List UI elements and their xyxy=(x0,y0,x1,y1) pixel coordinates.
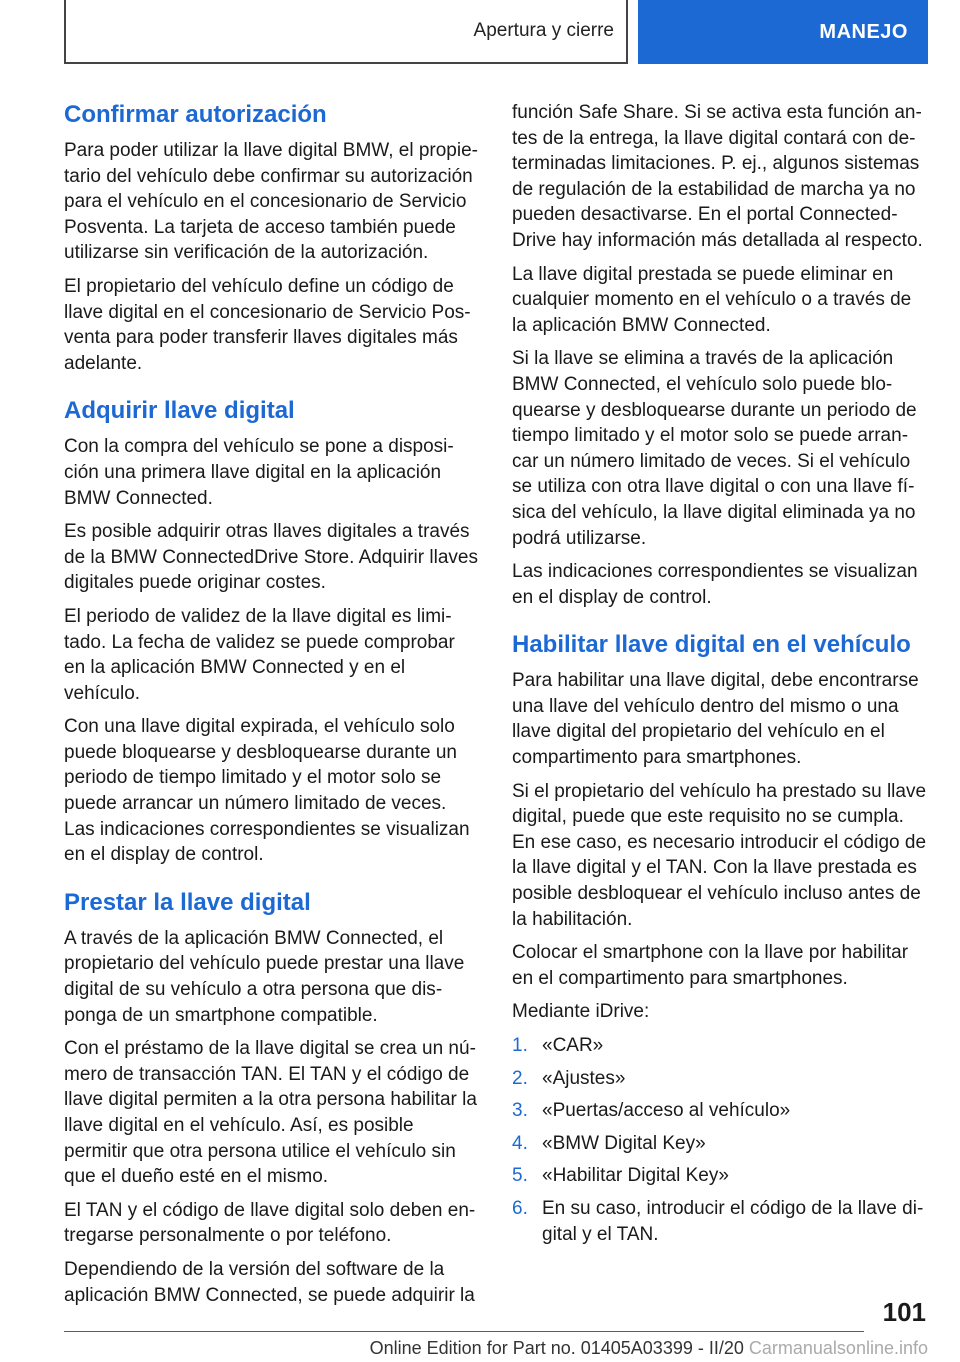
page-number: 101 xyxy=(882,1297,926,1327)
paragraph: Mediante iDrive: xyxy=(512,1001,650,1023)
paragraph: A través de la aplicación BMW Connected, el propietario del vehículo puede prestar una llave digital de su vehículo a otra persona que disponga de un smartphone compatible. xyxy=(64,927,465,1026)
left-column xyxy=(64,100,480,1316)
paragraph: Las indicaciones correspondientes se visualizan en el display de control. xyxy=(512,561,918,608)
step-text: En su caso, introducir el código de la llave digital y el TAN. xyxy=(542,1197,924,1245)
step-text: «CAR» xyxy=(542,1035,604,1056)
paragraph: Colocar el smartphone con la llave por habilitar en el compartimento para smartphones. xyxy=(512,942,909,989)
heading-lend-digital-key: Prestar la llave digital xyxy=(64,888,311,916)
step-number: 5. xyxy=(512,1165,528,1187)
paragraph: Con el préstamo de la llave digital se crea un número de transacción TAN. El TAN y el código de llave digital permiten a la otra persona habilitar la llave digital en el vehículo. Así, es posible permitir que otra persona utilice el vehículo sin que el dueño esté en el mismo. xyxy=(64,1038,477,1188)
section-title: Apertura y cierre xyxy=(64,0,628,64)
page-header xyxy=(64,0,928,64)
list-item xyxy=(512,1196,928,1247)
step-number: 6. xyxy=(512,1197,528,1219)
step-number: 4. xyxy=(512,1132,528,1154)
paragraph: El TAN y el código de llave digital solo deben entregarse personalmente o por teléfono. xyxy=(64,1199,476,1247)
paragraph: Dependiendo de la versión del software de la aplicación BMW Connected, se puede adquirir la xyxy=(64,1258,475,1306)
step-text: «Habilitar Digital Key» xyxy=(542,1165,729,1187)
paragraph: Para poder utilizar la llave digital BMW, el propietario del vehículo debe confirmar su autorización para el vehículo en el concesionario de Servicio Posventa. La tarjeta de acceso también puede utilizarse sin verificación de la autorización. xyxy=(64,140,478,264)
heading-acquire-digital-key: Adquirir llave digital xyxy=(64,397,295,425)
paragraph: La llave digital prestada se puede eliminar en cualquier momento en el vehículo o a través de la aplicación BMW Connected. xyxy=(512,263,912,336)
list-item xyxy=(512,1033,928,1059)
page-footer xyxy=(64,1338,928,1359)
step-text: «BMW Digital Key» xyxy=(542,1132,706,1154)
step-number: 3. xyxy=(512,1100,528,1122)
heading-enable-digital-key: Habilitar llave digital en el vehículo xyxy=(512,631,911,659)
paragraph: función Safe Share. Si se activa esta función antes de la entrega, la llave digital contará con determinadas limitaciones. P. ej., algunos sistemas de regulación de la estabilidad de marcha ya no pueden desactivarse. En el portal ConnectedDrive hay información más detallada al respecto. xyxy=(512,102,923,251)
chapter-tab: MANEJO xyxy=(638,0,928,64)
step-number: 2. xyxy=(512,1067,528,1089)
edition-note: Online Edition for Part no. 01405A03399 - II/20 xyxy=(369,1338,744,1358)
list-item xyxy=(512,1066,928,1092)
list-item xyxy=(512,1163,928,1189)
step-number: 1. xyxy=(512,1035,528,1056)
paragraph: Si el propietario del vehículo ha prestado su llave digital, puede que este requisito no se cumpla. En ese caso, es necesario introducir el código de la llave digital y el TAN. Con la llave prestada es posible desbloquear el vehículo incluso antes de la habilitación. xyxy=(512,780,927,930)
paragraph: Si la llave se elimina a través de la aplicación BMW Connected, el vehículo solo puede bloquearse y desbloquearse durante un periodo de tiempo limitado y el motor solo se puede arrancar un número limitado de veces. Si el vehículo se utiliza con otra llave digital o con una llave física del vehículo, la llave digital eliminada ya no podrá utilizarse. xyxy=(512,348,917,549)
paragraph: Con una llave digital expirada, el vehículo solo puede bloquearse y desbloquearse durante un periodo de tiempo limitado y el motor solo se puede arrancar un número limitado de veces. Las indicaciones correspondientes se visualizan en el display de control. xyxy=(64,716,470,866)
paragraph: El propietario del vehículo define un código de llave digital en el concesionario de Servicio Posventa para poder transferir llaves digitales más adelante. xyxy=(64,275,471,374)
paragraph: El periodo de validez de la llave digital es limitado. La fecha de validez se puede comprobar en la aplicación BMW Connected y en el vehículo. xyxy=(64,605,455,704)
paragraph: Con la compra del vehículo se pone a disposición una primera llave digital en la aplicación BMW Connected. xyxy=(64,436,454,509)
idrive-steps-list xyxy=(512,1033,928,1247)
heading-confirm-authorization: Confirmar autorización xyxy=(64,101,327,128)
paragraph: Es posible adquirir otras llaves digitales a través de la BMW ConnectedDrive Store. Adquirir llaves digitales puede originar costes. xyxy=(64,521,478,594)
list-item xyxy=(512,1131,928,1157)
list-item xyxy=(512,1098,928,1124)
step-text: «Puertas/acceso al vehículo» xyxy=(542,1100,791,1122)
right-column xyxy=(512,100,928,1254)
watermark: Carmanualsonline.info xyxy=(748,1338,928,1358)
footer-divider xyxy=(64,1331,864,1332)
paragraph: Para habilitar una llave digital, debe encontrarse una llave del vehículo dentro del mismo o una llave digital del propietario del vehículo en el compartimento para smartphones. xyxy=(512,670,919,769)
step-text: «Ajustes» xyxy=(542,1067,626,1089)
